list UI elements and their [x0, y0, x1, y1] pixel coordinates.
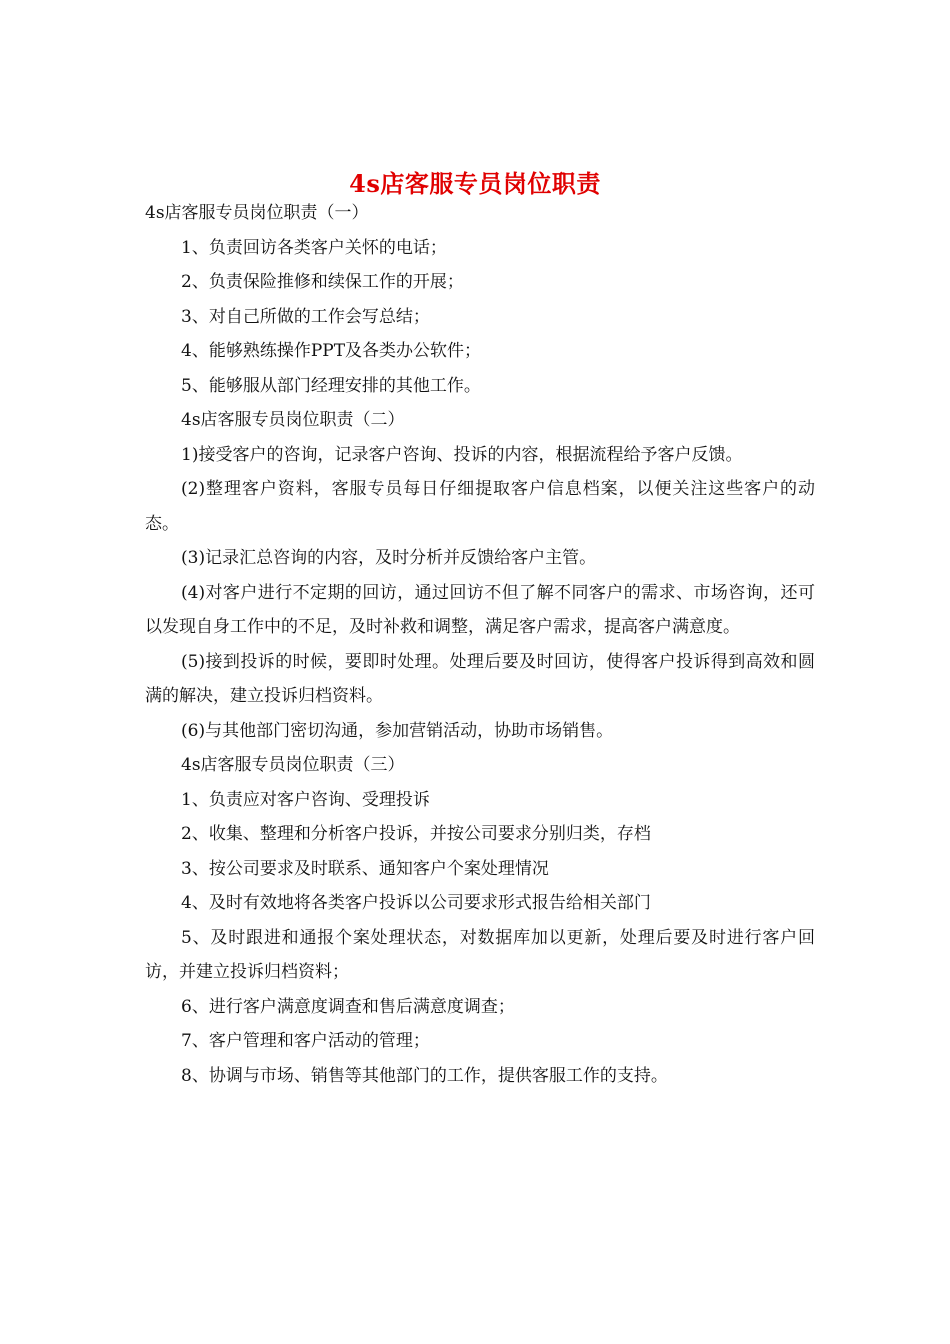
list-item: 3、对自己所做的工作会写总结； [181, 306, 430, 327]
list-item: 2、负责保险推修和续保工作的开展； [181, 272, 464, 292]
list-item: 3、按公司要求及时联系、通知客户个案处理情况 [181, 858, 549, 879]
section-heading-1: 4s店客服专员岗位职责（一） [145, 203, 369, 223]
document-body [145, 196, 815, 1093]
list-item: 2、收集、整理和分析客户投诉，并按公司要求分别归类，存档 [181, 824, 651, 844]
list-item: 5、能够服从部门经理安排的其他工作。 [181, 375, 481, 396]
section-heading-3: 4s店客服专员岗位职责（三） [181, 755, 405, 775]
list-item: (3)记录汇总咨询的内容，及时分析并反馈给客户主管。 [181, 548, 597, 568]
document-title: 4s店客服专员岗位职责 [349, 169, 601, 199]
list-item: 1、负责应对客户咨询、受理投诉 [181, 789, 430, 810]
list-item: 5、及时跟进和通报个案处理状态，对数据库加以更新，处理后要及时进行客户回访，并建立投诉归档资料； [145, 927, 815, 982]
list-item: (2)整理客户资料，客服专员每日仔细提取客户信息档案，以便关注这些客户的动态。 [145, 479, 815, 534]
list-item: (5)接到投诉的时候，要即时处理。处理后要及时回访，使得客户投诉得到高效和圆满的解决，建立投诉归档资料。 [145, 651, 815, 706]
list-item: 8、协调与市场、销售等其他部门的工作，提供客服工作的支持。 [181, 1065, 668, 1086]
list-item: (6)与其他部门密切沟通，参加营销活动，协助市场销售。 [181, 720, 614, 741]
list-item: 1)接受客户的咨询，记录客户咨询、投诉的内容，根据流程给予客户反馈。 [181, 444, 743, 465]
list-item: 4、能够熟练操作PPT及各类办公软件； [181, 341, 482, 361]
list-item: 1、负责回访各类客户关怀的电话； [181, 237, 447, 258]
list-item: 6、进行客户满意度调查和售后满意度调查； [181, 996, 515, 1017]
section-heading-2: 4s店客服专员岗位职责（二） [181, 410, 405, 430]
list-item: 7、客户管理和客户活动的管理； [181, 1031, 430, 1051]
list-item: (4)对客户进行不定期的回访，通过回访不但了解不同客户的需求、市场咨询，还可以发现自身工作中的不足，及时补救和调整，满足客户需求，提高客户满意度。 [145, 582, 815, 637]
list-item: 4、及时有效地将各类客户投诉以公司要求形式报告给相关部门 [181, 893, 651, 913]
